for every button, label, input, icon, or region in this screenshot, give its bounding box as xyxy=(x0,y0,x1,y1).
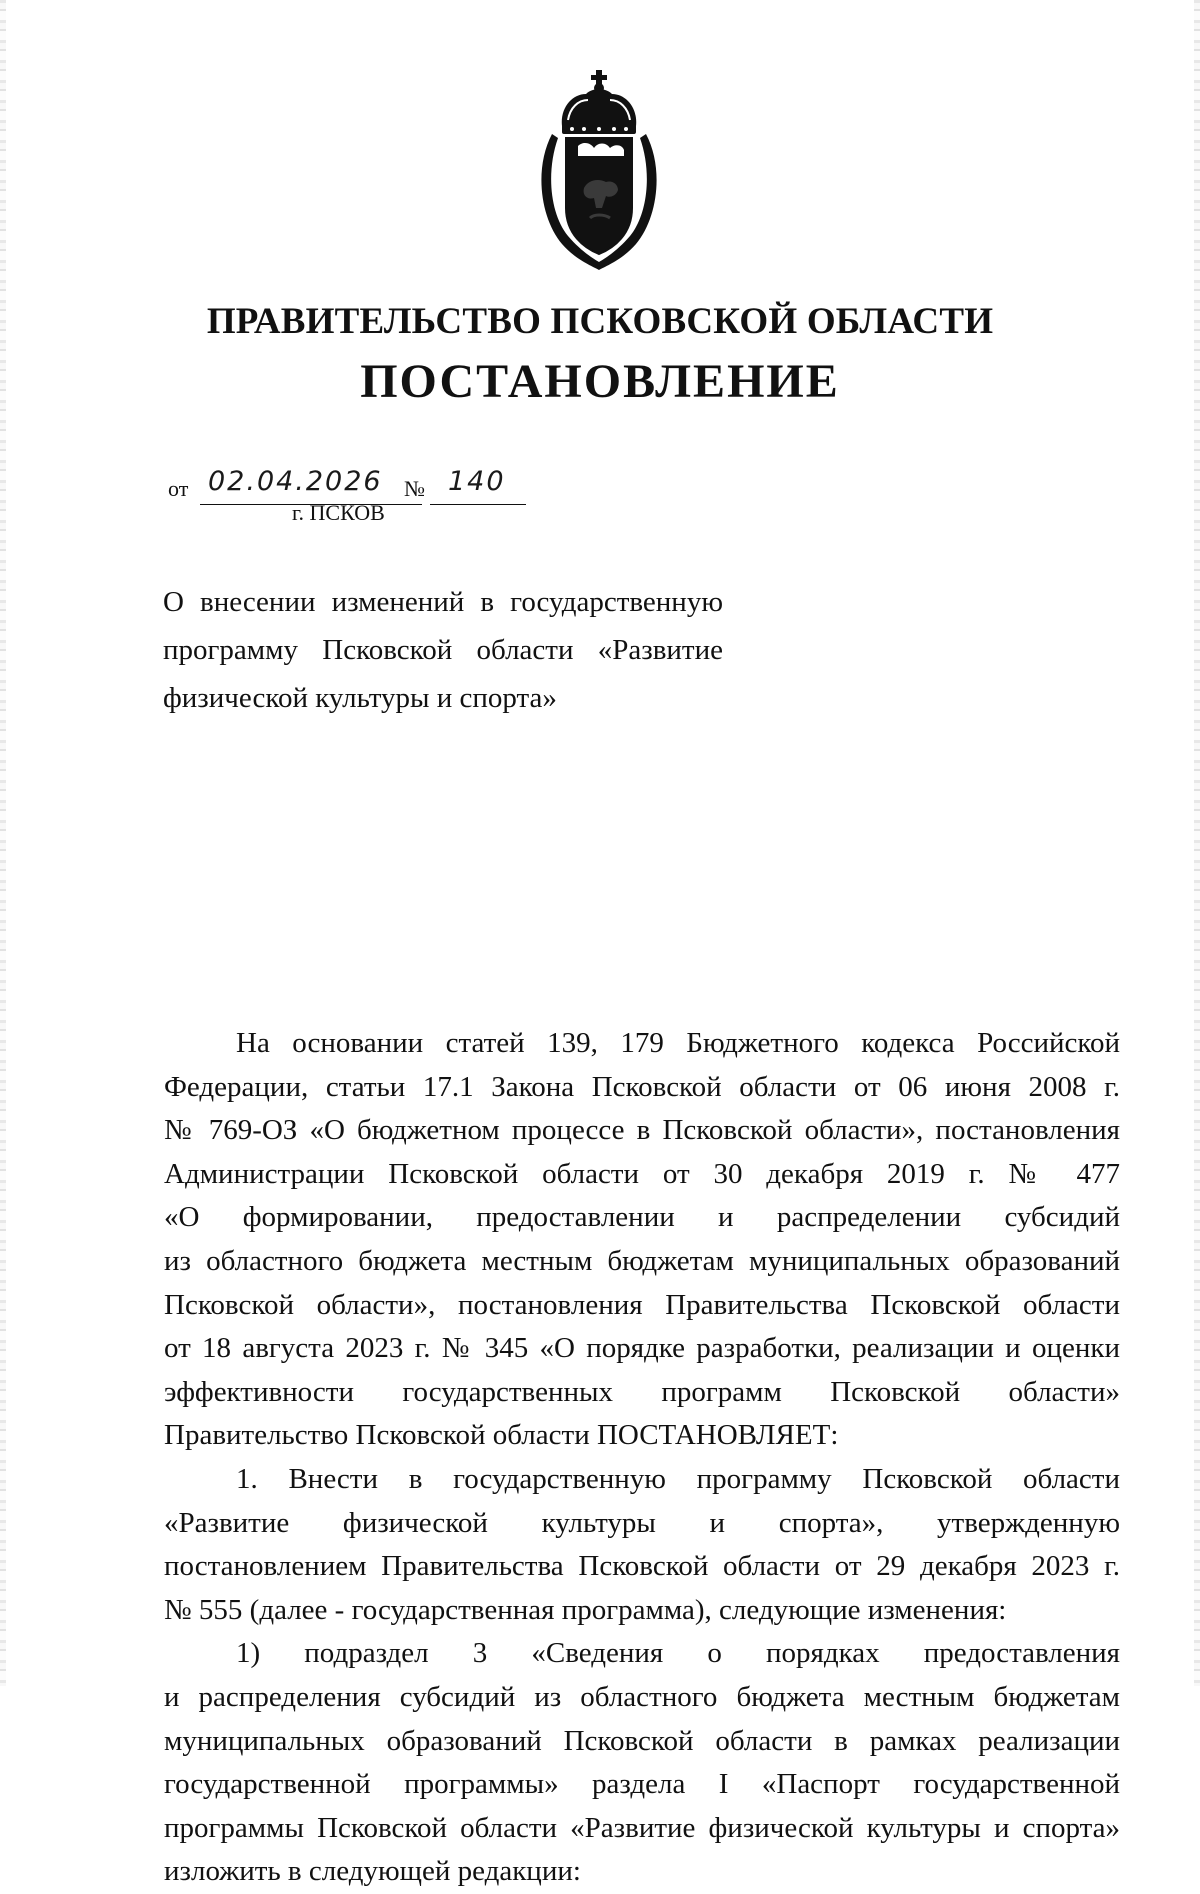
scan-edge-left xyxy=(0,0,6,1686)
subject-line: О внесении изменений в государственную xyxy=(163,586,723,618)
body-line: 1) подраздел 3 «Сведения о порядках предоставления xyxy=(236,1637,1120,1670)
number-prefix: № xyxy=(404,476,425,501)
organization-title: ПРАВИТЕЛЬСТВО ПСКОВСКОЙ ОБЛАСТИ xyxy=(206,301,994,342)
body-line: № 769-ОЗ «О бюджетном процессе в Псковской области», постановления xyxy=(164,1114,1120,1147)
body-line: Администрации Псковской области от 30 декабря 2019 г. № 477 xyxy=(164,1157,1120,1190)
body-line: 1. Внести в государственную программу Псковской области xyxy=(236,1462,1120,1495)
date-prefix: от xyxy=(168,476,189,501)
body-line: Правительство Псковской области ПОСТАНОВЛЯЕТ: xyxy=(164,1419,839,1452)
scan-edge-right xyxy=(1194,0,1200,1686)
body-line: На основании статей 139, 179 Бюджетного кодекса Российской xyxy=(236,1027,1120,1059)
document-body xyxy=(164,1022,1120,1894)
body-line: программы Псковской области «Развитие физической культуры и спорта» xyxy=(164,1811,1120,1844)
subject-line: программу Псковской области «Развитие xyxy=(163,634,723,666)
city: г. ПСКОВ xyxy=(292,500,385,525)
body-line: постановлением Правительства Псковской области от 29 декабря 2023 г. xyxy=(164,1550,1120,1583)
body-line: Федерации, статьи 17.1 Закона Псковской области от 06 июня 2008 г. xyxy=(164,1070,1120,1103)
number-underline xyxy=(430,504,526,505)
body-line: государственной программы» раздела I «Паспорт государственной xyxy=(164,1768,1120,1801)
document-date: 02.04.2026 xyxy=(208,466,383,497)
document-subject xyxy=(163,578,723,722)
body-line: из областного бюджета местным бюджетам муниципальных образований xyxy=(164,1244,1120,1277)
body-line: изложить в следующей редакции: xyxy=(164,1855,581,1888)
document-number: 140 xyxy=(448,466,506,497)
body-line: от 18 августа 2023 г. № 345 «О порядке разработки, реализации и оценки xyxy=(164,1332,1120,1365)
body-line: муниципальных образований Псковской области в рамках реализации xyxy=(164,1724,1120,1757)
body-line: «Развитие физической культуры и спорта», утвержденную xyxy=(164,1506,1120,1539)
document-type-title: ПОСТАНОВЛЕНИЕ xyxy=(360,355,840,408)
body-line: № 555 (далее - государственная программа), следующие изменения: xyxy=(164,1593,1007,1626)
body-line: «О формировании, предоставлении и распределении субсидий xyxy=(164,1201,1120,1234)
coat-of-arms-icon xyxy=(532,68,666,274)
body-line: эффективности государственных программ Псковской области» xyxy=(164,1375,1120,1408)
body-line: и распределения субсидий из областного бюджета местным бюджетам xyxy=(164,1680,1120,1713)
subject-line: физической культуры и спорта» xyxy=(163,682,557,714)
body-line: Псковской области», постановления Правительства Псковской области xyxy=(164,1288,1120,1321)
